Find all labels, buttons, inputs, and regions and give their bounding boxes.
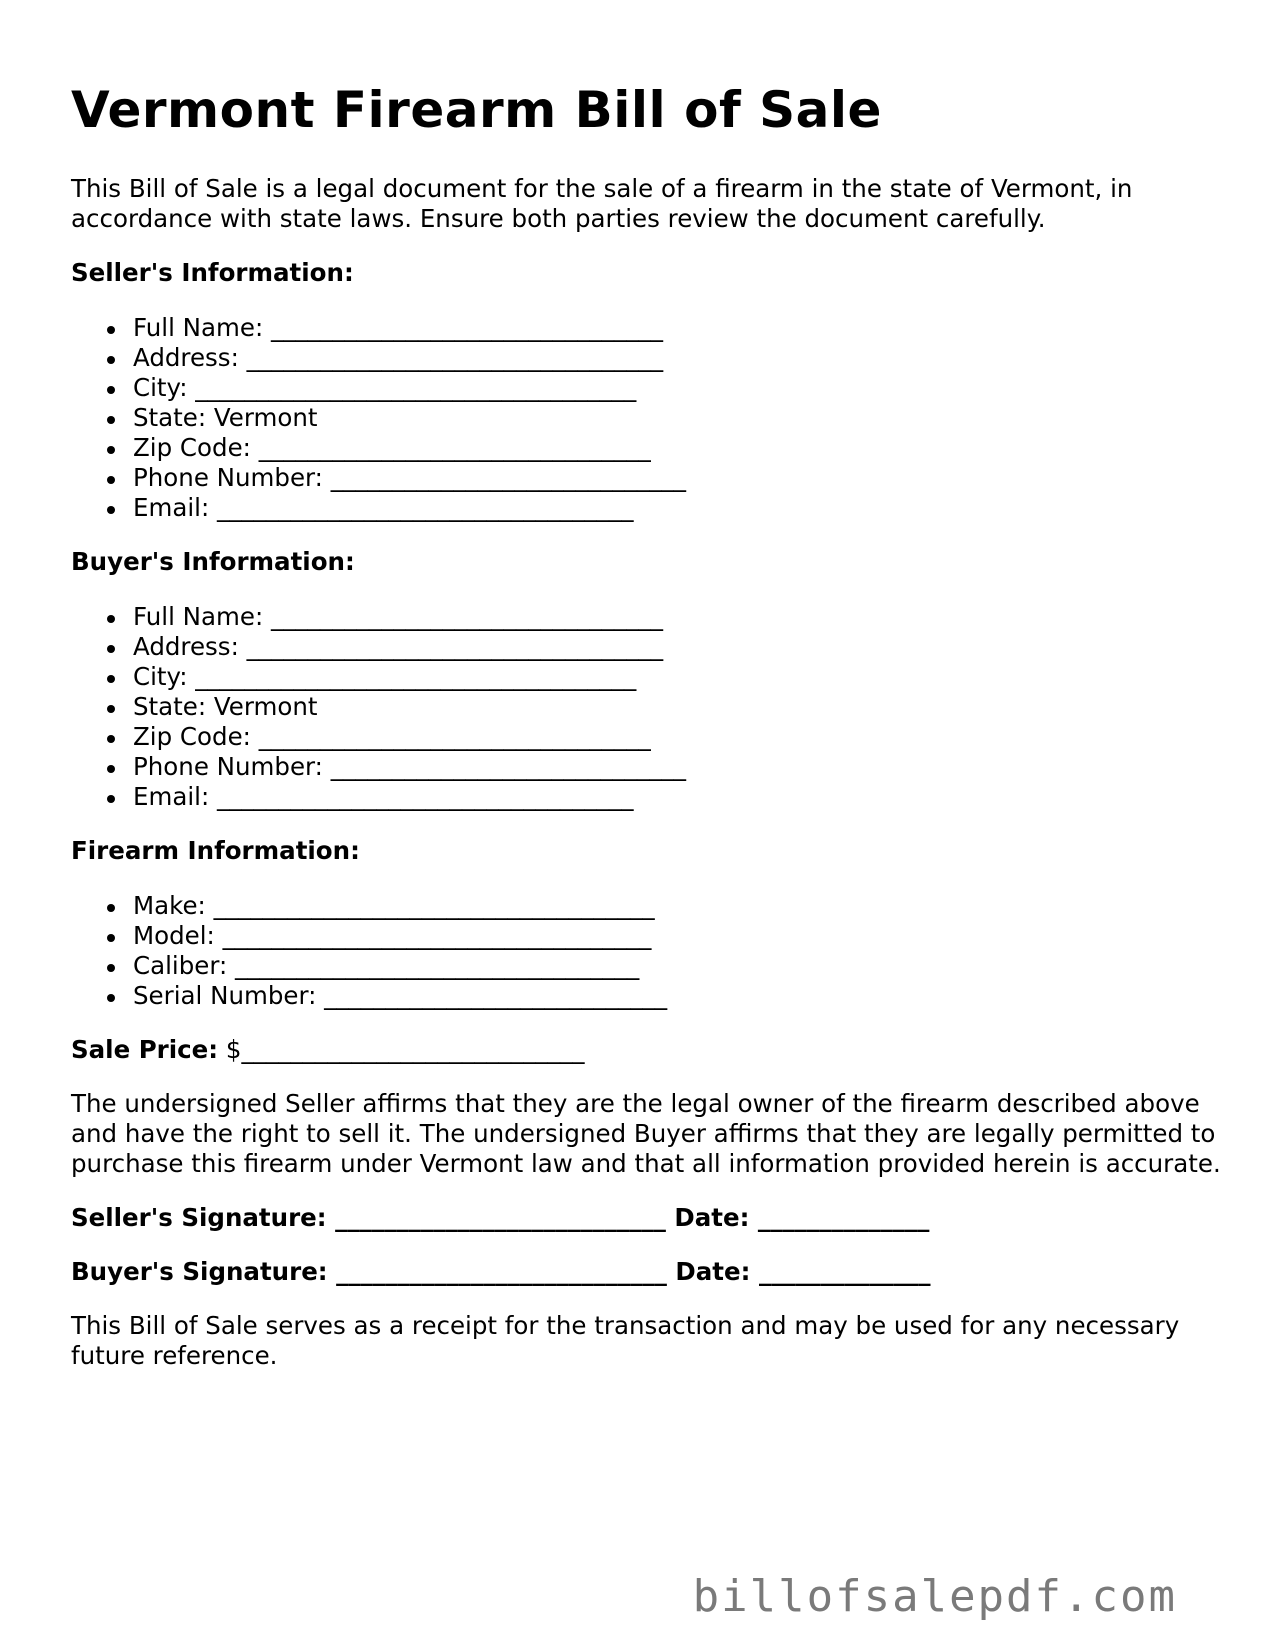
sale-price-line bbox=[71, 1035, 1221, 1065]
buyer-section-heading: Buyer's Information: bbox=[71, 547, 355, 576]
buyer-city-field: City: ____________________________________ bbox=[133, 662, 1221, 692]
intro-paragraph: This Bill of Sale is a legal document for the sale of a firearm in the state of Vermont, in accordance with state laws. Ensure both parties review the document carefully. bbox=[71, 174, 1133, 233]
affirmation-paragraph: The undersigned Seller affirms that they are the legal owner of the firearm described above and have the right to sell it. The undersigned Buyer affirms that they are legally permitted to purchase this firearm under Vermont law and that all information provided herein is accurate. bbox=[71, 1089, 1221, 1178]
buyer-full-name-field: Full Name: ________________________________ bbox=[133, 602, 1221, 632]
buyer-signature-line: Buyer's Signature: ___________________________ Date: ______________ bbox=[71, 1257, 931, 1286]
seller-address-field: Address: __________________________________ bbox=[133, 343, 1221, 373]
seller-signature-line: Seller's Signature: ___________________________ Date: ______________ bbox=[71, 1203, 930, 1232]
sale-price-label: Sale Price: bbox=[71, 1035, 219, 1064]
buyer-phone-field: Phone Number: _____________________________ bbox=[133, 752, 1221, 782]
buyer-info-list bbox=[71, 602, 1221, 812]
firearm-info-list bbox=[71, 891, 1221, 1011]
seller-city-field: City: ____________________________________ bbox=[133, 373, 1221, 403]
firearm-section-heading: Firearm Information: bbox=[71, 836, 360, 865]
buyer-email-field: Email: __________________________________ bbox=[133, 782, 1221, 812]
watermark-text: billofsalepdf.com bbox=[692, 1571, 1177, 1622]
firearm-model-field: Model: ___________________________________ bbox=[133, 921, 1221, 951]
document-title: Vermont Firearm Bill of Sale bbox=[71, 81, 882, 139]
firearm-make-field: Make: ____________________________________ bbox=[133, 891, 1221, 921]
buyer-state-field: State: Vermont bbox=[133, 692, 1221, 722]
seller-state-field: State: Vermont bbox=[133, 403, 1221, 433]
seller-info-list bbox=[71, 313, 1221, 523]
firearm-caliber-field: Caliber: _________________________________ bbox=[133, 951, 1221, 981]
document-page bbox=[71, 78, 1221, 1371]
seller-phone-field: Phone Number: _____________________________ bbox=[133, 463, 1221, 493]
buyer-zip-field: Zip Code: ________________________________ bbox=[133, 722, 1221, 752]
firearm-serial-field: Serial Number: ____________________________ bbox=[133, 981, 1221, 1011]
sale-price-value: $____________________________ bbox=[225, 1035, 585, 1064]
seller-email-field: Email: __________________________________ bbox=[133, 493, 1221, 523]
seller-zip-field: Zip Code: ________________________________ bbox=[133, 433, 1221, 463]
buyer-address-field: Address: __________________________________ bbox=[133, 632, 1221, 662]
closing-paragraph: This Bill of Sale serves as a receipt for the transaction and may be used for any necessary future reference. bbox=[71, 1311, 1180, 1370]
seller-full-name-field: Full Name: ________________________________ bbox=[133, 313, 1221, 343]
seller-section-heading: Seller's Information: bbox=[71, 258, 354, 287]
